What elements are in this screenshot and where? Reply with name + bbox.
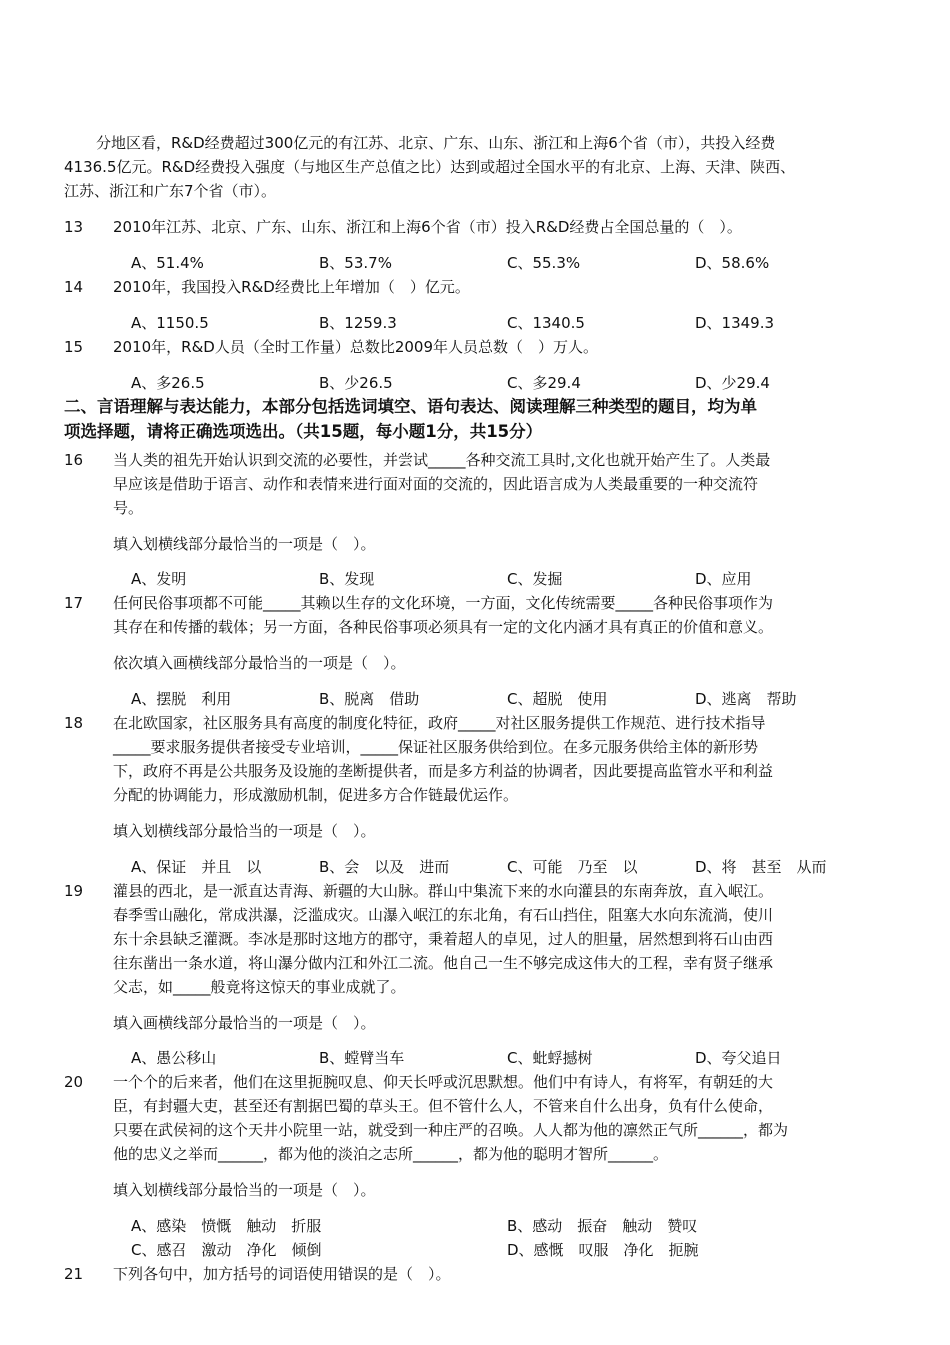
question-18-number: 18 <box>64 714 84 732</box>
question-19-line-3: 东十余县缺乏灌溉。李冰是那时这地方的郡守，秉着超人的卓见，过人的胆量，居然想到将石山由西 <box>113 930 774 948</box>
question-14-option-d: D、1349.3 <box>695 314 775 332</box>
question-20-option-d: D、感慨 叹服 净化 扼腕 <box>507 1241 699 1259</box>
question-13-option-d: D、58.6% <box>695 254 770 272</box>
question-18-option-d: D、将 甚至 从而 <box>695 858 827 876</box>
question-17-option-c: C、超脱 使用 <box>507 690 608 708</box>
question-17-line-1: 任何民俗事项都不可能_____其赖以生存的文化环境，一方面，文化传统需要_____各种民俗事项作为 <box>113 594 774 612</box>
question-16-prompt: 填入划横线部分最恰当的一项是（ ）。 <box>113 535 376 553</box>
question-16-line-1: 当人类的祖先开始认识到交流的必要性，并尝试_____各种交流工具时,文化也就开始产生了。人类最 <box>113 451 771 469</box>
question-19-option-a: A、愚公移山 <box>131 1049 217 1067</box>
question-20-option-a: A、感染 愤慨 触动 折服 <box>131 1217 322 1235</box>
question-19-number: 19 <box>64 882 84 900</box>
question-17-option-b: B、脱离 借助 <box>319 690 420 708</box>
question-20-option-c: C、感召 激动 净化 倾倒 <box>131 1241 322 1259</box>
question-13-option-c: C、55.3% <box>507 254 581 272</box>
intro-line-2: 4136.5亿元。R&D经费投入强度（与地区生产总值之比）达到或超过全国水平的有北京、上海、天津、陕西、 <box>64 158 796 176</box>
question-19-option-d: D、夸父追日 <box>695 1049 782 1067</box>
section-2-heading-line-1: 二、言语理解与表达能力，本部分包括选词填空、语句表达、阅读理解三种类型的题目，均为单 <box>64 397 757 416</box>
question-20-number: 20 <box>64 1073 84 1091</box>
question-17-option-d: D、逃离 帮助 <box>695 690 797 708</box>
question-13-number: 13 <box>64 218 84 236</box>
question-19-option-b: B、螳臂当车 <box>319 1049 405 1067</box>
question-17-number: 17 <box>64 594 84 612</box>
question-20-option-b: B、感动 振奋 触动 赞叹 <box>507 1217 698 1235</box>
question-14-option-a: A、1150.5 <box>131 314 209 332</box>
section-2-heading-line-2: 项选择题，请将正确选项选出。（共15题，每小题1分，共15分） <box>64 422 543 441</box>
question-19-line-4: 往东凿出一条水道，将山瀑分做内江和外江二流。他自己一生不够完成这伟大的工程，幸有贤子继承 <box>113 954 774 972</box>
question-13-text: 2010年江苏、北京、广东、山东、浙江和上海6个省（市）投入R&D经费占全国总量的（ ）。 <box>113 218 742 236</box>
intro-line-3: 江苏、浙江和广东7个省（市）。 <box>64 182 277 200</box>
question-18-option-a: A、保证 并且 以 <box>131 858 262 876</box>
question-19-line-2: 春季雪山融化，常成洪瀑，泛滥成灾。山瀑入岷江的东北角，有石山挡住，阻塞大水向东流淌，使川 <box>113 906 774 924</box>
question-15-option-a: A、多26.5 <box>131 374 205 392</box>
question-18-line-1: 在北欧国家，社区服务具有高度的制度化特征，政府_____对社区服务提供工作规范、进行技术指导 <box>113 714 766 732</box>
question-14-option-c: C、1340.5 <box>507 314 585 332</box>
question-14-number: 14 <box>64 278 84 296</box>
question-18-option-c: C、可能 乃至 以 <box>507 858 638 876</box>
question-16-option-c: C、发掘 <box>507 570 563 588</box>
question-19-line-5: 父志，如_____般竟将这惊天的事业成就了。 <box>113 978 406 996</box>
question-19-line-1: 灌县的西北，是一派直达青海、新疆的大山脉。群山中集流下来的水向灌县的东南奔放，直入岷江。 <box>113 882 774 900</box>
question-18-line-4: 分配的协调能力，形成激励机制，促进多方合作链最优运作。 <box>113 786 519 804</box>
question-13-option-a: A、51.4% <box>131 254 204 272</box>
question-17-line-2: 其存在和传播的载体；另一方面，各种民俗事项必须具有一定的文化内涵才具有真正的价值和意义。 <box>113 618 774 636</box>
question-16-option-b: B、发现 <box>319 570 375 588</box>
question-18-prompt: 填入划横线部分最恰当的一项是（ ）。 <box>113 822 376 840</box>
question-13-option-b: B、53.7% <box>319 254 392 272</box>
question-15-number: 15 <box>64 338 84 356</box>
question-19-prompt: 填入画横线部分最恰当的一项是（ ）。 <box>113 1014 376 1032</box>
question-17-prompt: 依次填入画横线部分最恰当的一项是（ ）。 <box>113 654 406 672</box>
question-15-option-d: D、少29.4 <box>695 374 770 392</box>
question-16-line-2: 早应该是借助于语言、动作和表情来进行面对面的交流的，因此语言成为人类最重要的一种交流符 <box>113 475 759 493</box>
question-15-option-b: B、少26.5 <box>319 374 393 392</box>
question-16-option-a: A、发明 <box>131 570 187 588</box>
question-18-line-2: _____要求服务提供者接受专业培训，_____保证社区服务供给到位。在多元服务供给主体的新形势 <box>113 738 759 756</box>
question-21-number: 21 <box>64 1265 84 1283</box>
question-20-line-1: 一个个的后来者，他们在这里扼腕叹息、仰天长呼或沉思默想。他们中有诗人，有将军，有朝廷的大 <box>113 1073 774 1091</box>
question-16-number: 16 <box>64 451 84 469</box>
question-19-option-c: C、蚍蜉撼树 <box>507 1049 593 1067</box>
question-21-text: 下列各句中，加方括号的词语使用错误的是（ ）。 <box>113 1265 451 1283</box>
question-16-option-d: D、应用 <box>695 570 752 588</box>
question-20-line-3: 只要在武侯祠的这个天井小院里一站，就受到一种庄严的召唤。人人都为他的凛然正气所______，都为 <box>113 1121 789 1139</box>
question-15-text: 2010年，R&D人员（全时工作量）总数比2009年人员总数（ ）万人。 <box>113 338 599 356</box>
intro-line-1: 分地区看，R&D经费超过300亿元的有江苏、北京、广东、山东、浙江和上海6个省（市），共投入经费 <box>96 134 776 152</box>
question-16-line-3: 号。 <box>113 499 144 517</box>
question-20-prompt: 填入划横线部分最恰当的一项是（ ）。 <box>113 1181 376 1199</box>
question-20-line-4: 他的忠义之举而______，都为他的淡泊之志所______，都为他的聪明才智所______。 <box>113 1145 669 1163</box>
question-20-line-2: 臣，有封疆大吏，甚至还有割据巴蜀的草头王。但不管什么人，不管来自什么出身，负有什么使命， <box>113 1097 774 1115</box>
question-18-line-3: 下，政府不再是公共服务及设施的垄断提供者，而是多方利益的协调者，因此要提高监管水平和利益 <box>113 762 774 780</box>
question-14-text: 2010年，我国投入R&D经费比上年增加（ ）亿元。 <box>113 278 470 296</box>
question-17-option-a: A、摆脱 利用 <box>131 690 232 708</box>
question-15-option-c: C、多29.4 <box>507 374 581 392</box>
question-14-option-b: B、1259.3 <box>319 314 397 332</box>
question-18-option-b: B、会 以及 进而 <box>319 858 450 876</box>
